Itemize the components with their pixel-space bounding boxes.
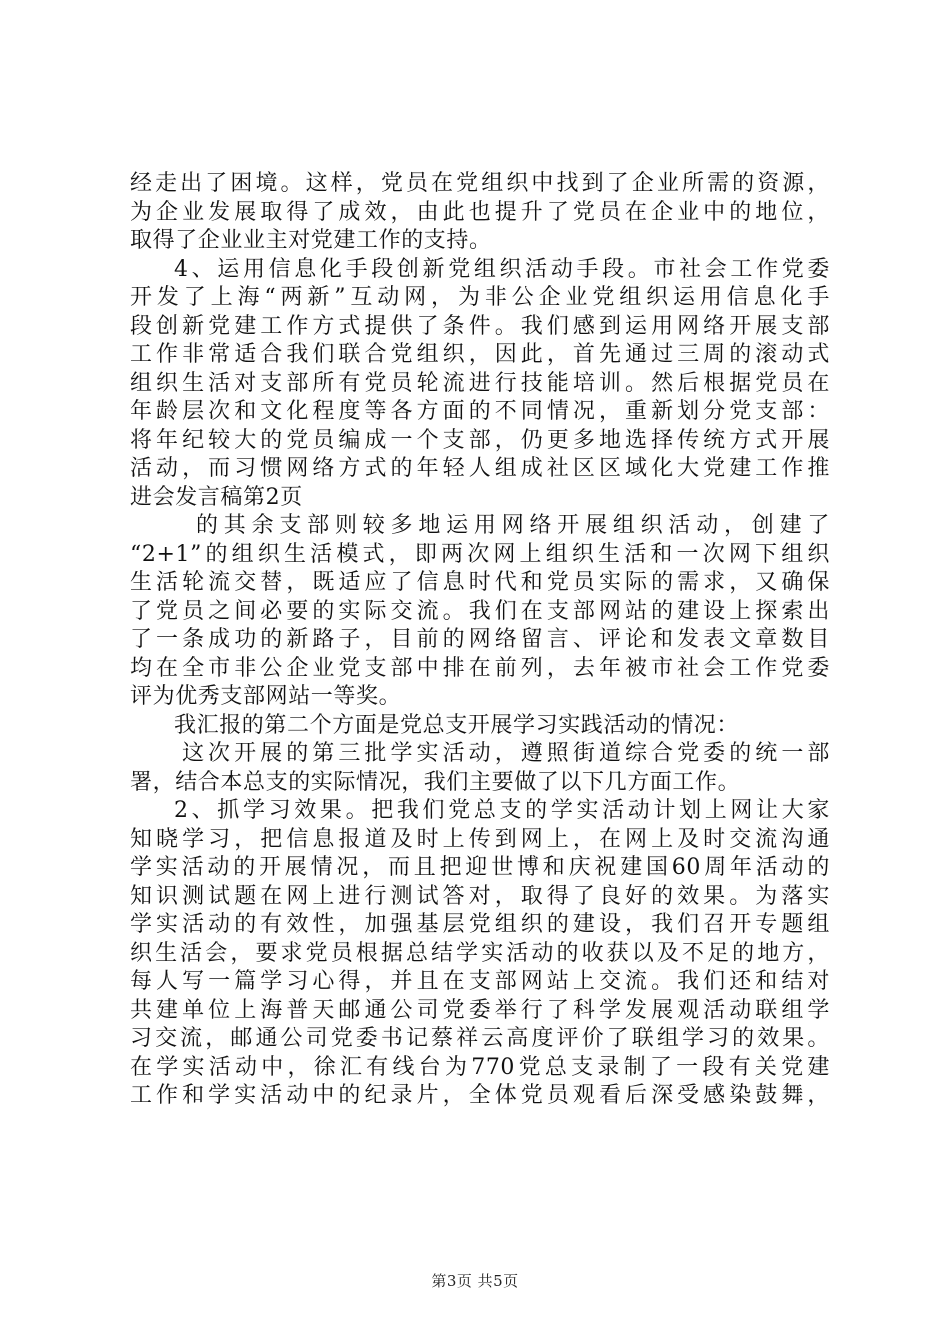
text-line: 组织生活对支部所有党员轮流进行技能培训。然后根据党员在 bbox=[130, 370, 830, 396]
text-line: 了党员之间必要的实际交流。我们在支部网站的建设上探索出 bbox=[130, 598, 830, 624]
text-line: 取得了企业业主对党建工作的支持。 bbox=[130, 228, 492, 253]
text-line: 署，结合本总支的实际情况，我们主要做了以下几方面工作。 bbox=[130, 769, 741, 795]
text-line: 段创新党建工作方式提供了条件。我们感到运用网络开展支部 bbox=[130, 313, 830, 339]
text-line: 每人写一篇学习心得，并且在支部网站上交流。我们还和结对 bbox=[130, 969, 830, 994]
text-line: 将年纪较大的党员编成一个支部，仍更多地选择传统方式开展 bbox=[130, 427, 830, 453]
text-line: 4、运用信息化手段创新党组织活动手段。市社会工作党委 bbox=[174, 256, 830, 282]
text-line: 知晓学习，把信息报道及时上传到网上，在网上及时交流沟通 bbox=[130, 826, 830, 852]
text-line: 工作和学实活动中的纪录片，全体党员观看后深受感染鼓舞， bbox=[130, 1083, 830, 1108]
text-line: 习交流，邮通公司党委书记蔡祥云高度评价了联组学习的效果。 bbox=[130, 1026, 830, 1051]
text-line: 均在全市非公企业党支部中排在前列，去年被市社会工作党委 bbox=[130, 655, 830, 681]
text-line: 开发了上海“两新”互动网，为非公企业党组织运用信息化手 bbox=[130, 285, 830, 310]
text-line: 在学实活动中，徐汇有线台为770党总支录制了一段有关党建 bbox=[130, 1054, 830, 1080]
text-line: 我汇报的第二个方面是党总支开展学习实践活动的情况： bbox=[174, 712, 740, 738]
text-line: 为企业发展取得了成效，由此也提升了党员在企业中的地位， bbox=[130, 199, 830, 225]
text-line: 评为优秀支部网站一等奖。 bbox=[130, 684, 402, 709]
text-line: 进会发言稿第2页 bbox=[130, 484, 303, 510]
page-footer: 第3页 共5页 bbox=[431, 1272, 519, 1290]
text-line: 生活轮流交替，既适应了信息时代和党员实际的需求，又确保 bbox=[130, 570, 830, 595]
text-line: 这次开展的第三批学实活动，遵照街道综合党委的统一部 bbox=[182, 741, 830, 766]
text-line: 了一条成功的新路子，目前的网络留言、评论和发表文章数目 bbox=[130, 627, 830, 652]
text-line: 工作非常适合我们联合党组织，因此，首先通过三周的滚动式 bbox=[130, 342, 830, 367]
text-line: 学实活动的开展情况，而且把迎世博和庆祝建国60周年活动的 bbox=[130, 855, 830, 880]
text-line: 学实活动的有效性，加强基层党组织的建设，我们召开专题组 bbox=[130, 912, 830, 937]
text-line: 活动，而习惯网络方式的年轻人组成社区区域化大党建工作推 bbox=[130, 456, 830, 481]
text-line: 的其余支部则较多地运用网络开展组织活动，创建了 bbox=[196, 513, 830, 538]
text-line: 织生活会，要求党员根据总结学实活动的收获以及不足的地方， bbox=[130, 940, 830, 966]
text-line: “2+1”的组织生活模式，即两次网上组织生活和一次网下组织 bbox=[130, 541, 830, 567]
text-line: 共建单位上海普天邮通公司党委举行了科学发展观活动联组学 bbox=[130, 997, 830, 1023]
text-line: 知识测试题在网上进行测试答对，取得了良好的效果。为落实 bbox=[130, 883, 830, 909]
text-line: 年龄层次和文化程度等各方面的不同情况，重新划分党支部： bbox=[130, 399, 830, 424]
document-body bbox=[130, 170, 830, 1111]
text-line: 2、抓学习效果。把我们党总支的学实活动计划上网让大家 bbox=[174, 798, 830, 823]
text-line: 经走出了困境。这样，党员在党组织中找到了企业所需的资源， bbox=[130, 171, 830, 196]
